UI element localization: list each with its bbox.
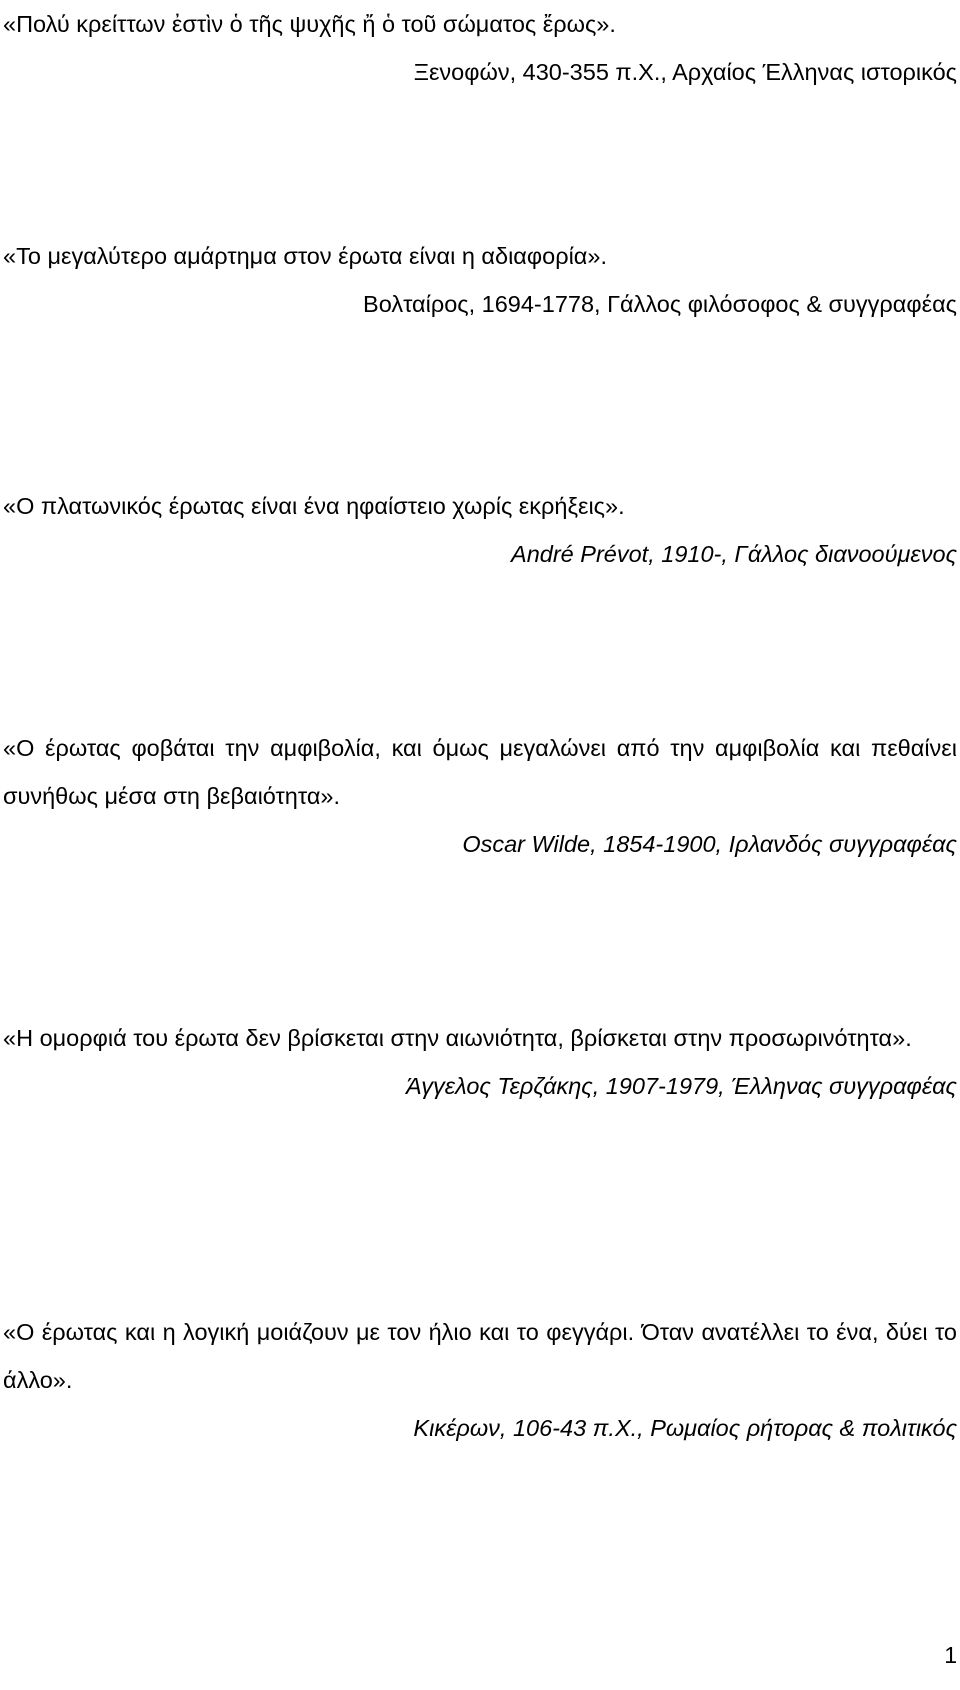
quote-author: André Prévot, 1910-, Γάλλος διανοούμενος: [511, 541, 957, 567]
quote-text: «Η ομορφιά του έρωτα δεν βρίσκεται στην αιωνιότητα, βρίσκεται στην προσωρινότητα».: [3, 1025, 912, 1051]
quote-author: Άγγελος Τερζάκης, 1907-1979, Έλληνας συγγραφέας: [406, 1073, 957, 1099]
quote-block-3: [0, 482, 960, 578]
quote-block-4: [0, 724, 960, 868]
quote-author: Ξενοφών, 430-355 π.Χ., Αρχαίος Έλληνας ιστορικός: [413, 59, 957, 85]
page-number: 1: [944, 1642, 957, 1668]
quote-block-2: [0, 232, 960, 328]
quote-text: «Πολύ κρείττων ἐστὶν ὁ τῆς ψυχῆς ἤ ὁ τοῦ σώματος ἔρως».: [3, 11, 616, 37]
quote-text: «Ο πλατωνικός έρωτας είναι ένα ηφαίστειο χωρίς εκρήξεις».: [3, 493, 625, 519]
quote-author: Oscar Wilde, 1854-1900, Ιρλανδός συγγραφέας: [462, 831, 957, 857]
quote-block-1: [0, 0, 960, 96]
quote-author: Βολταίρος, 1694-1778, Γάλλος φιλόσοφος & συγγραφέας: [363, 291, 957, 317]
quote-text: «Ο έρωτας φοβάται την αμφιβολία, και όμως μεγαλώνει από την αμφιβολία και πεθαίνει συνήθως μέσα στη βεβαιότητα».: [3, 735, 957, 809]
quote-block-6: [0, 1308, 960, 1452]
quote-text: «Το μεγαλύτερο αμάρτημα στον έρωτα είναι η αδιαφορία».: [3, 243, 607, 269]
quote-text: «Ο έρωτας και η λογική μοιάζουν με τον ήλιο και το φεγγάρι. Όταν ανατέλλει το ένα, δύει το άλλο».: [3, 1319, 957, 1393]
quote-author: Κικέρων, 106-43 π.Χ., Ρωμαίος ρήτορας & πολιτικός: [413, 1415, 957, 1441]
quote-block-5: [0, 1014, 960, 1110]
